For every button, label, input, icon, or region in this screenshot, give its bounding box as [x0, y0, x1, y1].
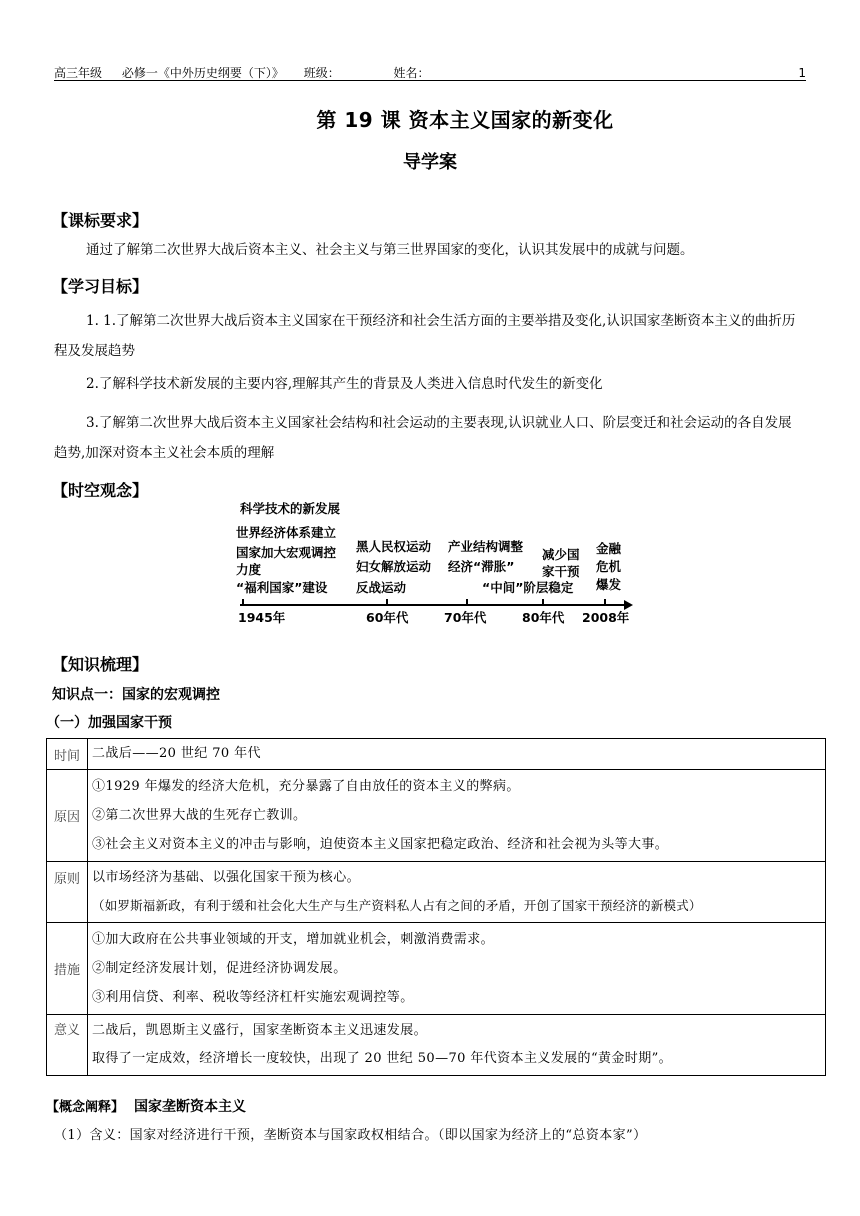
table-row: [47, 739, 826, 770]
class-label: 班级：: [303, 66, 340, 80]
concept-definition: （1）含义：国家对经济进行干预，垄断资本与国家政权相结合。（即以国家为经济上的“总资本家”）: [54, 1128, 647, 1143]
page-number: 1: [798, 66, 806, 80]
lesson-subtitle: 导学案: [403, 152, 457, 173]
timeline-axis: [240, 604, 630, 606]
objective-item-2: 2.了解科学技术新发展的主要内容,理解其产生的背景及人类进入信息时代发生的新变化: [86, 376, 603, 392]
cell-line: ③利用信贷、利率、税收等经济杠杆实施宏观调控等。: [92, 990, 414, 1005]
cell-line: 以市场经济为基础、以强化国家干预为核心。: [92, 870, 361, 885]
table-row: [47, 862, 826, 923]
cell-line: ①加大政府在公共事业领域的开支，增加就业机会，刺激消费需求。: [92, 932, 495, 947]
timeline-year: 80年代: [522, 610, 565, 625]
timeline-label: 家干预: [542, 564, 580, 579]
objective-item-1: 1. 1.了解第二次世界大战后资本主义国家在干预经济和社会生活方面的主要举措及变化,认识国家垄断资本主义的曲折历程及发展趋势: [54, 313, 796, 359]
timeline-tick: [542, 599, 544, 605]
timeline-label: “中间”阶层稳定: [482, 580, 574, 595]
row-header: 意义: [47, 1015, 88, 1076]
name-label: 姓名：: [393, 66, 430, 80]
timeline-label: “福利国家”建设: [236, 580, 328, 595]
timeline-label: 危机: [596, 559, 622, 574]
timeline-year: 1945年: [238, 610, 286, 625]
concept-heading: [46, 1096, 246, 1116]
subsection-title: （一）加强国家干预: [46, 715, 172, 731]
cell-line: ①1929 年爆发的经济大危机，充分暴露了自由放任的资本主义的弊病。: [92, 779, 520, 794]
cell-line: （如罗斯福新政，有利于缓和社会化大生产与生产资料私人占有之间的矛盾，开创了国家干预经济的新模式）: [92, 898, 702, 913]
cell-line: 二战后——20 世纪 70 年代: [92, 746, 261, 761]
timeline-label: 科学技术的新发展: [240, 501, 341, 516]
timeline-label: 反战运动: [356, 580, 407, 595]
timeline-year: 70年代: [444, 610, 487, 625]
knowledge-table: [46, 738, 826, 1076]
concept-label: 【概念阐释】: [46, 1100, 125, 1115]
timeline-label: 黑人民权运动: [356, 539, 432, 554]
timeline-label: 爆发: [596, 577, 622, 592]
row-content: [88, 770, 826, 862]
curriculum-text: 通过了解第二次世界大战后资本主义、社会主义与第三世界国家的变化，认识其发展中的成就与问题。: [86, 242, 694, 258]
timeline-label: 力度: [236, 562, 262, 577]
timeline-figure: [234, 500, 634, 626]
row-content: [88, 1015, 826, 1076]
lesson-title: 第 19 课 资本主义国家的新变化: [316, 108, 614, 132]
table-row: [47, 770, 826, 862]
row-content: [88, 923, 826, 1015]
timeline-tick: [386, 599, 388, 605]
timeline-label: 经济“滞胀”: [448, 559, 515, 574]
timeline-label: 妇女解放运动: [356, 559, 432, 574]
grade-label: 高三年级: [54, 66, 103, 80]
row-content: [88, 739, 826, 770]
table-row: [47, 1015, 826, 1076]
timeline-tick: [466, 599, 468, 605]
timeline-year: 60年代: [366, 610, 409, 625]
cell-line: ③社会主义对资本主义的冲击与影响，迫使资本主义国家把稳定政治、经济和社会视为头等大事。: [92, 837, 669, 852]
concept-title: 国家垄断资本主义: [134, 1099, 247, 1115]
row-header: 原因: [47, 770, 88, 862]
timeline-label: 世界经济体系建立: [236, 525, 337, 540]
timeline-label: 国家加大宏观调控: [236, 545, 337, 560]
course-label: 必修一《中外历史纲要（下）》: [121, 66, 284, 80]
cell-line: ②第二次世界大战的生死存亡教训。: [92, 808, 307, 823]
cell-line: ②制定经济发展计划，促进经济协调发展。: [92, 961, 347, 976]
row-content: [88, 862, 826, 923]
section-heading-knowledge: 【知识梳理】: [52, 655, 149, 674]
timeline-year: 2008年: [582, 610, 630, 625]
section-heading-objectives: 【学习目标】: [52, 277, 149, 296]
knowledge-point-title: 知识点一：国家的宏观调控: [52, 687, 220, 703]
section-heading-timeline: 【时空观念】: [52, 481, 149, 500]
objective-item-3: 3.了解第二次世界大战后资本主义国家社会结构和社会运动的主要表现,认识就业人口、阶层变迁和社会运动的各自发展趋势,加深对资本主义社会本质的理解: [54, 415, 792, 461]
page-header: [54, 64, 806, 81]
cell-line: 取得了一定成效，经济增长一度较快，出现了 20 世纪 50—70 年代资本主义发展的“黄金时期”。: [92, 1051, 673, 1066]
timeline-label: 减少国: [542, 547, 580, 562]
row-header: 时间: [47, 739, 88, 770]
row-header: 原则: [47, 862, 88, 923]
timeline-label: 金融: [596, 541, 622, 556]
table-row: [47, 923, 826, 1015]
cell-line: 二战后，凯恩斯主义盛行，国家垄断资本主义迅速发展。: [92, 1023, 428, 1038]
timeline-tick: [242, 599, 244, 605]
row-header: 措施: [47, 923, 88, 1015]
timeline-label: 产业结构调整: [448, 539, 524, 554]
section-heading-curriculum: 【课标要求】: [52, 211, 149, 230]
timeline-tick: [604, 599, 606, 605]
